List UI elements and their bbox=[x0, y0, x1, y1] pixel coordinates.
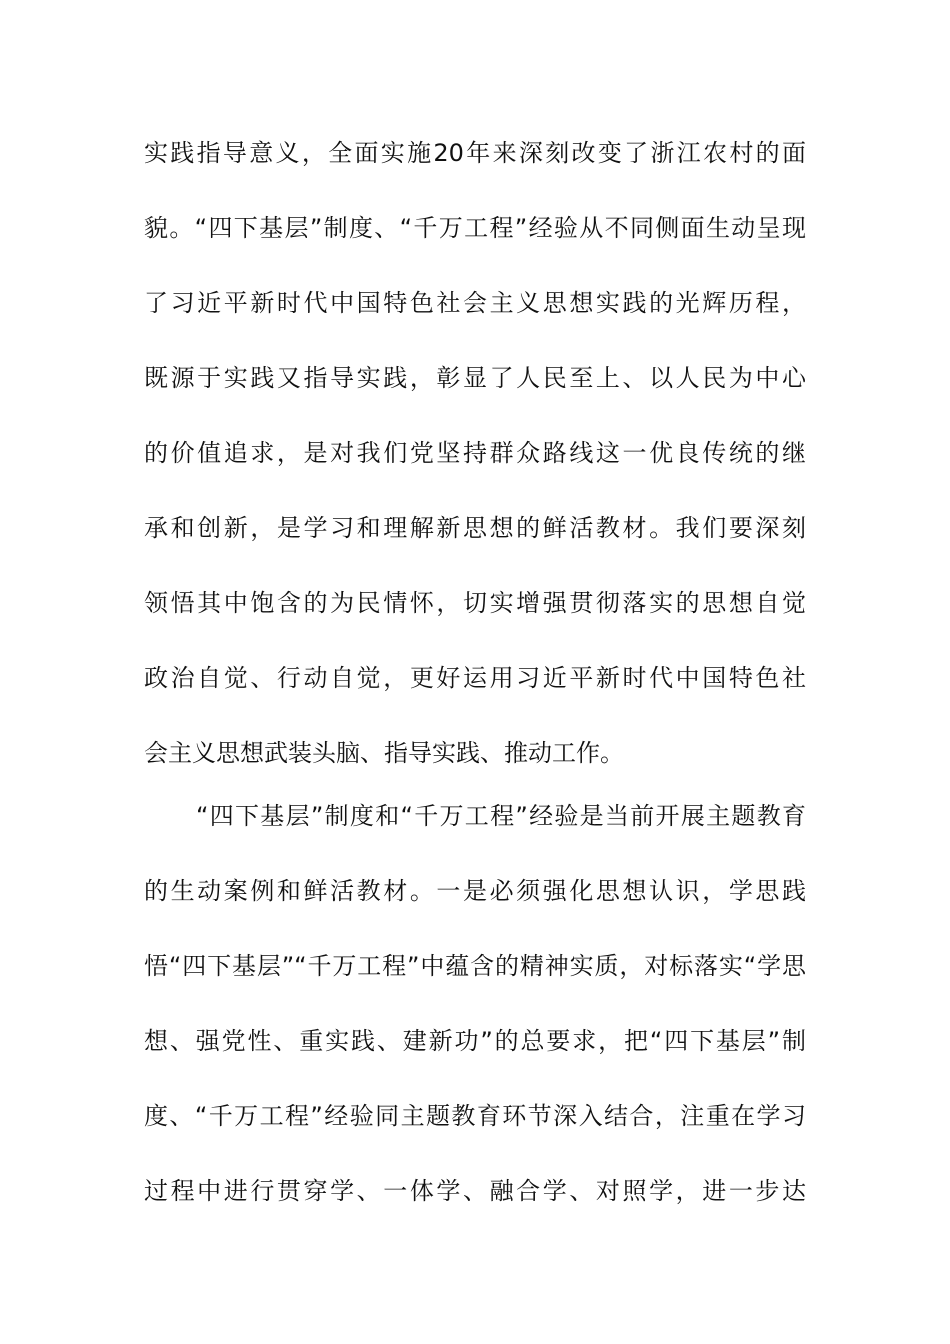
text-line: 既源于实践又指导实践，彰显了人民至上、以人民为中心 bbox=[144, 364, 806, 392]
text-line: 度、“千万工程”经验同主题教育环节深入结合，注重在学习 bbox=[144, 1102, 806, 1130]
text-line: 的价值追求，是对我们党坚持群众路线这一优良传统的继 bbox=[144, 439, 806, 467]
text-line: 承和创新，是学习和理解新思想的鲜活教材。我们要深刻 bbox=[144, 514, 806, 542]
text-line: 政治自觉、行动自觉，更好运用习近平新时代中国特色社 bbox=[144, 664, 806, 692]
text-line: 貌。“四下基层”制度、“千万工程”经验从不同侧面生动呈现 bbox=[144, 214, 806, 242]
text-line: 了习近平新时代中国特色社会主义思想实践的光辉历程， bbox=[144, 289, 806, 317]
text-line: 实践指导意义，全面实施20年来深刻改变了浙江农村的面 bbox=[144, 139, 806, 167]
text-line: 的生动案例和鲜活教材。一是必须强化思想认识，学思践 bbox=[144, 877, 806, 905]
text-line: 悟“四下基层”“千万工程”中蕴含的精神实质，对标落实“学思 bbox=[144, 952, 806, 980]
text-line-paragraph-end: 会主义思想武装头脑、指导实践、推动工作。 bbox=[144, 739, 624, 767]
text-line-paragraph-start: “四下基层”制度和“千万工程”经验是当前开展主题教育 bbox=[196, 802, 806, 830]
text-line: 过程中进行贯穿学、一体学、融合学、对照学，进一步达 bbox=[144, 1177, 806, 1205]
text-line: 想、强党性、重实践、建新功”的总要求，把“四下基层”制 bbox=[144, 1027, 806, 1055]
text-line: 领悟其中饱含的为民情怀，切实增强贯彻落实的思想自觉 bbox=[144, 589, 806, 617]
